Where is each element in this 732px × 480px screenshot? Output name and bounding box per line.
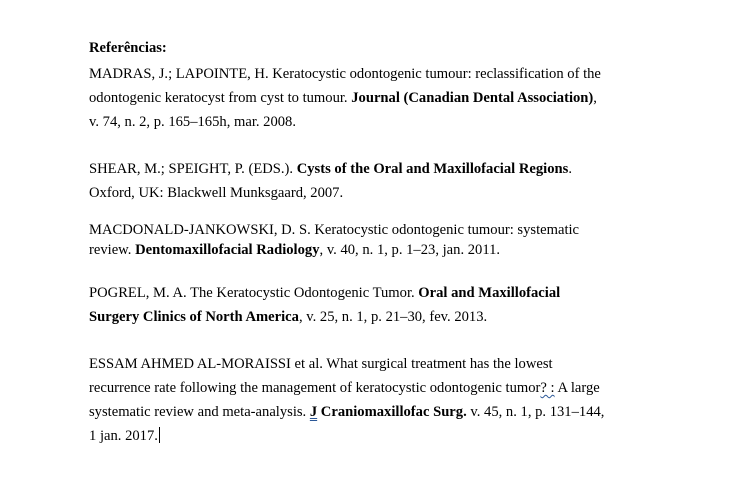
reference-text: A large bbox=[554, 380, 600, 396]
reference-line bbox=[89, 281, 669, 305]
reference-text: Oxford, UK: Blackwell Munksgaard, 2007. bbox=[89, 185, 344, 201]
reference-line bbox=[89, 62, 669, 86]
reference-line bbox=[89, 376, 669, 400]
reference-text: systematic review and meta-analysis. bbox=[89, 404, 310, 420]
reference-text: , v. 40, n. 1, p. 1–23, jan. 2011. bbox=[319, 242, 501, 258]
reference-text: MACDONALD-JANKOWSKI, D. S. Keratocystic odontogenic tumour: systematic bbox=[89, 222, 580, 238]
reference-text: v. 45, n. 1, p. 131–144, bbox=[466, 404, 605, 420]
reference-line bbox=[89, 110, 669, 134]
reference-madras bbox=[89, 62, 669, 134]
reference-text: v. 74, n. 2, p. 165–165h, mar. 2008. bbox=[89, 114, 297, 130]
reference-line bbox=[89, 424, 669, 448]
reference-text: recurrence rate following the management of keratocystic odontogenic tumor bbox=[89, 380, 541, 396]
reference-text: SHEAR, M.; SPEIGHT, P. (EDS.). bbox=[89, 161, 297, 177]
reference-line bbox=[89, 220, 669, 240]
reference-source-title: Surgery Clinics of North America bbox=[89, 309, 299, 325]
reference-text: , v. 25, n. 1, p. 21–30, fev. 2013. bbox=[298, 309, 488, 325]
reference-line bbox=[89, 157, 669, 181]
reference-shear bbox=[89, 157, 669, 205]
reference-text: MADRAS, J.; LAPOINTE, H. Keratocystic odontogenic tumour: reclassification of the bbox=[89, 66, 601, 82]
reference-line bbox=[89, 352, 669, 376]
reference-text: 1 jan. 2017. bbox=[89, 428, 158, 444]
reference-source-title: Cysts of the Oral and Maxillofacial Regions bbox=[296, 161, 569, 177]
reference-source-title: Journal (Canadian Dental Association) bbox=[351, 90, 594, 106]
text-cursor bbox=[159, 427, 160, 443]
grammar-flag: J bbox=[309, 404, 318, 420]
reference-line bbox=[89, 400, 669, 424]
reference-pogrel bbox=[89, 281, 669, 329]
reference-line bbox=[89, 181, 669, 205]
reference-text: review. bbox=[89, 242, 136, 258]
reference-text: odontogenic keratocyst from cyst to tumour. bbox=[89, 90, 352, 106]
reference-macdonald bbox=[89, 220, 669, 260]
spellcheck-flag: ? : bbox=[540, 380, 555, 396]
references-heading: Referências: bbox=[89, 40, 167, 56]
reference-text: POGREL, M. A. The Keratocystic Odontogenic Tumor. bbox=[89, 285, 419, 301]
reference-text: , bbox=[593, 90, 597, 106]
reference-source-title: Dentomaxillofacial Radiology bbox=[135, 242, 320, 258]
reference-source-title: Oral and Maxillofacial bbox=[418, 285, 561, 301]
reference-line bbox=[89, 240, 669, 260]
reference-line bbox=[89, 305, 669, 329]
reference-source-title: Craniomaxillofac Surg. bbox=[317, 404, 467, 420]
reference-text: ESSAM AHMED AL-MORAISSI et al. What surgical treatment has the lowest bbox=[89, 356, 553, 372]
reference-al-moraissi bbox=[89, 352, 669, 448]
reference-line bbox=[89, 86, 669, 110]
reference-text: . bbox=[568, 161, 572, 177]
